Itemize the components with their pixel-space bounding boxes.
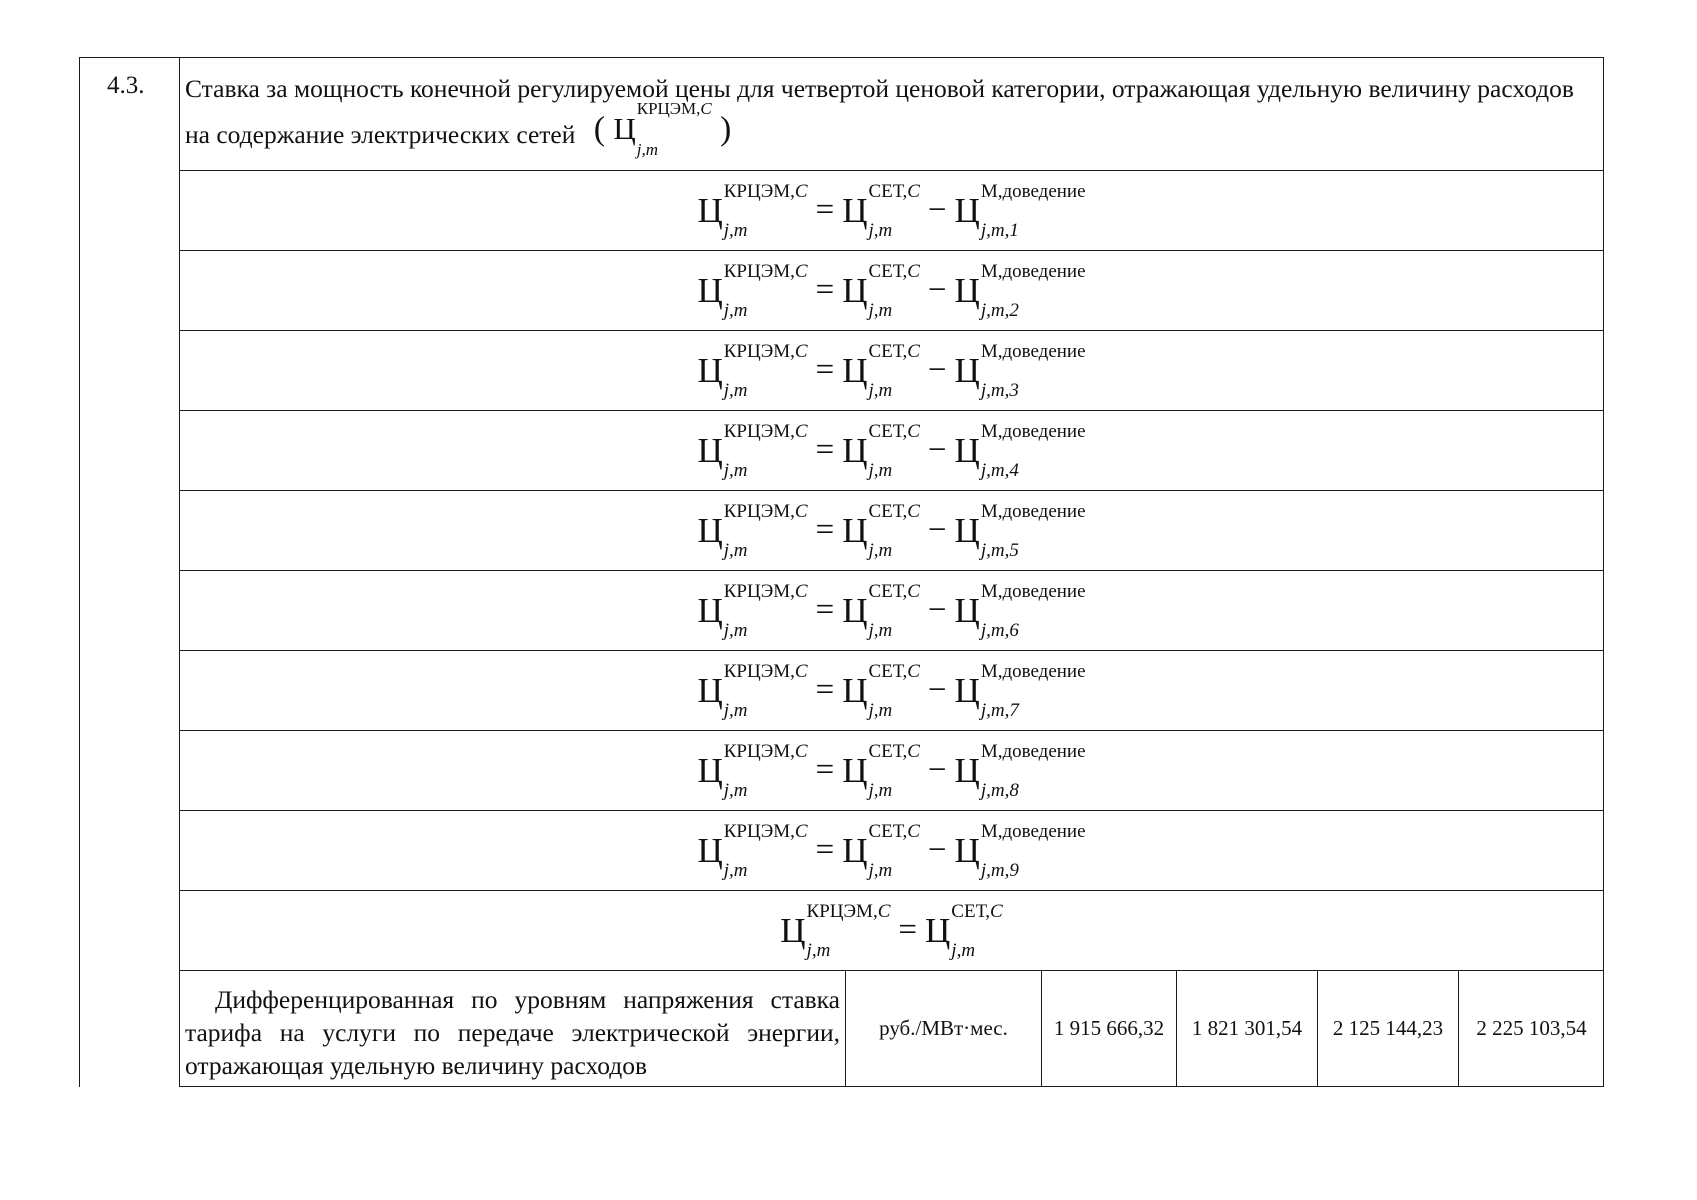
section-title-text: Ставка за мощность конечной регулируемой цены для четвертой ценовой категории, отражающая удельную величину расходов на содержание электрических сетей (185, 74, 1574, 149)
formula-row-final (179, 890, 1604, 970)
formula-row (179, 570, 1604, 650)
value-cell-2 (1176, 971, 1317, 1086)
formula-row (179, 650, 1604, 730)
value-1: 1 915 666,32 (1053, 1016, 1165, 1040)
section-number: 4.3. (107, 72, 145, 99)
table-left-border (79, 57, 80, 1087)
formula: Ц КРЦЭМ,C j,m = Ц СЕТ,C j,m − Ц М,доведение j,m,3 (697, 340, 1086, 401)
formula: Ц КРЦЭМ,C j,m = Ц СЕТ,C j,m − Ц М,доведение j,m,2 (697, 260, 1086, 321)
formula-row (179, 170, 1604, 250)
value-4: 2 225 103,54 (1476, 1016, 1587, 1040)
formula: Ц КРЦЭМ,C j,m = Ц СЕТ,C j,m − Ц М,доведение j,m,6 (697, 580, 1086, 641)
formula-row (179, 410, 1604, 490)
formula: Ц КРЦЭМ,C j,m = Ц СЕТ,C j,m − Ц М,доведение j,m,7 (697, 660, 1086, 721)
formula: Ц КРЦЭМ,C j,m = Ц СЕТ,C j,m − Ц М,доведение j,m,1 (697, 180, 1086, 241)
unit-cell (845, 971, 1041, 1086)
value-cell-3 (1317, 971, 1458, 1086)
value-cell-1 (1041, 971, 1176, 1086)
tariff-data-row (179, 970, 1604, 1087)
formula: Ц КРЦЭМ,C j,m = Ц СЕТ,C j,m − Ц М,доведение j,m,4 (697, 420, 1086, 481)
tariff-description: Дифференцированная по уровням напряжения ставка тарифа на услуги по передаче электрической энергии, отражающая удельную величину расходов (185, 985, 840, 1080)
formula-row (179, 810, 1604, 890)
formula-row (179, 730, 1604, 810)
section-title (185, 66, 1585, 160)
formula-final: Ц КРЦЭМ,C j,m = Ц СЕТ,C j,m (780, 900, 1003, 961)
formula: Ц КРЦЭМ,C j,m = Ц СЕТ,C j,m − Ц М,доведение j,m,9 (697, 820, 1086, 881)
formula: Ц КРЦЭМ,C j,m = Ц СЕТ,C j,m − Ц М,доведение j,m,8 (697, 740, 1086, 801)
unit-label: руб./МВт·мес. (879, 1016, 1008, 1040)
formula-row (179, 490, 1604, 570)
value-2: 1 821 301,54 (1191, 1016, 1303, 1040)
value-3: 2 125 144,23 (1332, 1016, 1444, 1040)
formula: Ц КРЦЭМ,C j,m = Ц СЕТ,C j,m − Ц М,доведение j,m,5 (697, 500, 1086, 561)
value-cell-4 (1458, 971, 1604, 1086)
formula-row (179, 250, 1604, 330)
formula-row (179, 330, 1604, 410)
title-inline-formula: ( Ц КРЦЭМ,C j,m ) (593, 98, 732, 159)
